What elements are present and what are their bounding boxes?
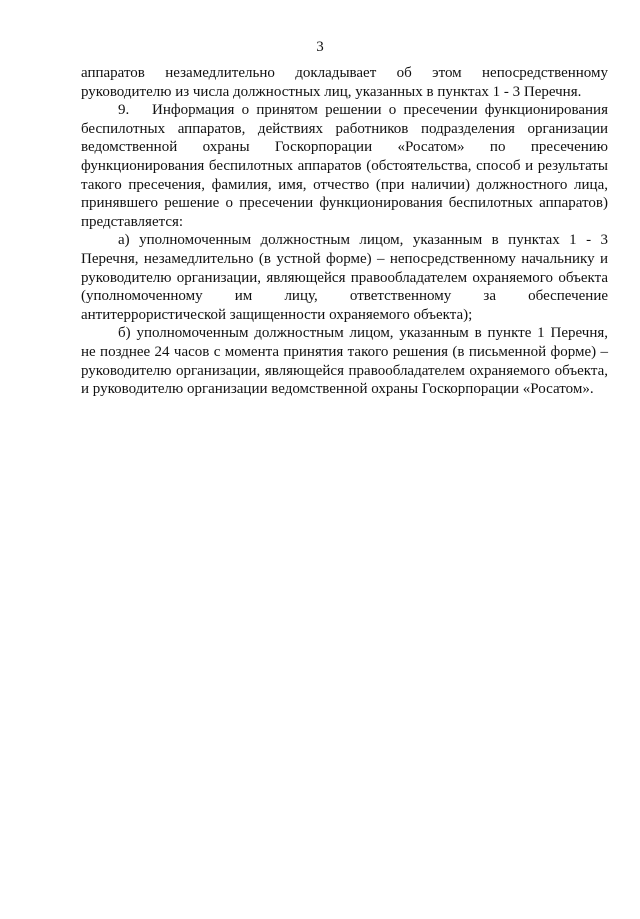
paragraph-text: а) уполномоченным должностным лицом, указанным в пунктах 1 - 3 Перечня, незамедлительно (в устной форме) – непосредственному начальнику и руководителю организации, являющейся правообладателем охраняемого объекта (уполномоченному им лицу, ответственному за обеспечение антитеррористической защищенности охраняемого объекта); xyxy=(81,232,608,323)
paragraph-text: аппаратов незамедлительно докладывает об этом непосредственному руководителю из числа должностных лиц, указанных в пунктах 1 - 3 Перечня. xyxy=(81,65,608,100)
document-body xyxy=(81,64,608,399)
paragraph-text: б) уполномоченным должностным лицом, указанным в пункте 1 Перечня, не позднее 24 часов с момента принятия такого решения (в письменной форме) – руководителю организации, являющейся правообладателем охраняемого объекта, и руководителю организации ведомственной охраны Госкорпорации «Росатом». xyxy=(81,325,608,398)
paragraph-continuation xyxy=(81,64,608,101)
page-number: 3 xyxy=(316,39,324,55)
paragraph-text: Информация о принятом решении о пресечении функционирования беспилотных аппаратов, действиях работников подразделения организации ведомственной охраны Госкорпорации «Росатом» по пресечению функционирования беспилотных аппаратов (обстоятельства, способ и результаты такого пресечения, фамилия, имя, отчество (при наличии) должностного лица, принявшего решение о пресечении функционирования беспилотных аппаратов) представляется: xyxy=(81,102,608,230)
paragraph-item-9 xyxy=(81,101,608,231)
paragraph-number: 9. xyxy=(118,102,130,119)
paragraph-subitem-a xyxy=(81,231,608,324)
paragraph-subitem-b xyxy=(81,324,608,398)
